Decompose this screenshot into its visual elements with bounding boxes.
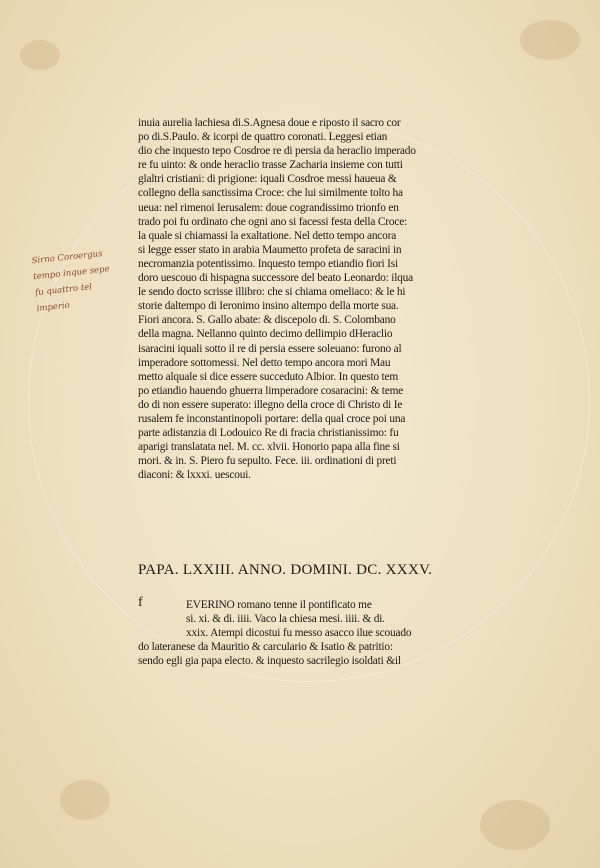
text-line: le sendo docto scrisse illibro: che si chiama omeliaco: & le hi: [138, 286, 406, 299]
text-line: mori. & in. S. Piero fu sepulto. Fece. iii. ordinationi di preti: [138, 455, 397, 468]
main-text-block: [138, 116, 488, 482]
initial-guide-letter: f: [138, 595, 143, 610]
text-line: imperadore sottomessi. Nel detto tempo ancora mori Mau: [138, 356, 391, 369]
text-line: po etiandio hauendo ghuerra limperadore cosaracini: & teme: [138, 384, 404, 397]
indented-text-block: [186, 598, 491, 640]
text-line: sendo egli gia papa electo. & inquesto sacrilegio isoldati &il: [138, 655, 401, 668]
text-line: si legge esser stato in arabia Maumetto profeta de saracini in: [138, 243, 402, 256]
text-line: doro uescouo di hispagna successore del beato Leonardo: ilqua: [138, 272, 414, 285]
text-line: della magna. Nellanno quinto decimo dellimpio dHeraclio: [138, 328, 393, 341]
text-line: storie daltempo di Ieronimo insino altempo della morte sua.: [138, 300, 399, 313]
final-text-block: [138, 640, 488, 668]
text-line: inuia aurelia lachiesa di.S.Agnesa doue e riposto il sacro cor: [138, 117, 401, 129]
paper-stain: [20, 40, 60, 70]
text-line: re fu uinto: & onde heraclio trasse Zacharia insieme con tutti: [138, 159, 403, 172]
text-line: collegno della sanctissima Croce: che lui similmente tolto ha: [138, 187, 403, 200]
handwritten-marginalia: [31, 243, 137, 317]
text-line: po di.S.Paulo. & icorpi de quattro coronati. Leggesi etian: [138, 131, 388, 144]
section-heading: PAPA. LXXIII. ANNO. DOMINI. DC. XXXV.: [138, 562, 433, 578]
text-line: Fiori ancora. S. Gallo abate: & discepolo di. S. Colombano: [138, 314, 396, 327]
text-line: aparigi translatata nel. M. cc. xlvii. Honorio papa alla fine si: [138, 441, 400, 454]
text-line: dio che inquesto tepo Cosdroe re di persia da heraclio imperado: [138, 145, 416, 158]
text-line: metto alquale si dice essere succeduto Albior. In questo tem: [138, 370, 399, 383]
text-line: la quale si chiamassi la exaltatione. Nel detto tempo ancora: [138, 229, 397, 242]
text-line: si. xi. & di. iiii. Vaco la chiesa mesi. iiii. & di.: [186, 613, 385, 626]
paper-stain: [60, 780, 110, 820]
paper-stain: [480, 800, 550, 850]
marginalia-line: tempo inque sepe: [32, 264, 111, 283]
text-line: trado poi fu ordinato che ogni ano si facessi festa della Croce:: [138, 215, 408, 228]
marginalia-line: Sirno Coroergus: [31, 248, 103, 267]
text-line: do di non essere superato: illegno della croce di Christo di Ie: [138, 398, 403, 411]
text-line: EVERINO romano tenne il pontificato me: [186, 599, 372, 611]
text-line: glaltri cristiani: di prigione: iquali Cosdroe messi haueua &: [138, 173, 397, 186]
text-line: do lateranese da Mauritio & carculario & Isatio & patritio:: [138, 641, 393, 653]
text-line: isaracini iquali sotto il re di persia essere soleuano: furono al: [138, 342, 402, 355]
marginalia-line: fu quattro tel: [34, 282, 93, 299]
paper-stain: [520, 20, 580, 60]
text-line: necromanzia potentissimo. Inquesto tempo etiandio fiori Isi: [138, 257, 398, 270]
text-line: rusalem fe inconstantinopoli portare: della qual croce poi una: [138, 412, 406, 425]
text-line: diaconi: & lxxxi. uescoui.: [138, 469, 251, 482]
text-line: parte adistanzia di Lodouico Re di fracia christianissimo: fu: [138, 427, 399, 440]
text-line: ueua: nel rimenoi Ierusalem: doue cograndissimo trionfo en: [138, 201, 399, 214]
marginalia-line: imperio: [36, 300, 71, 315]
text-line: xxix. Atempi dicostui fu messo asacco ilue scouado: [186, 627, 412, 640]
